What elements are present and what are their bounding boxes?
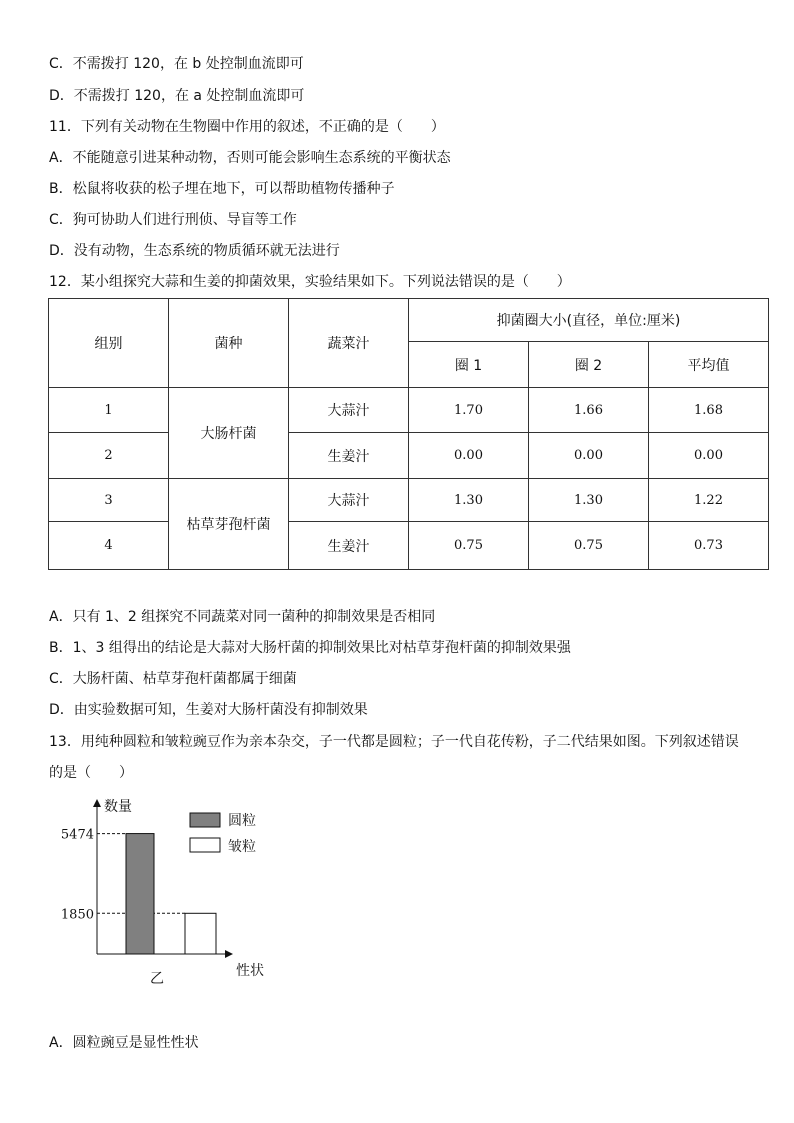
legend-swatch-wrinkled xyxy=(190,838,220,852)
table-row xyxy=(49,388,769,433)
q13-option-a: A．圆粒豌豆是显性性状 xyxy=(49,1035,199,1051)
bar-wrinkled xyxy=(185,913,216,954)
cell-group: 4 xyxy=(49,522,169,570)
q13-stem-line-1: 13．用纯种圆粒和皱粒豌豆作为亲本杂交，子一代都是圆粒；子一代自花传粉，子二代结果如图。下列叙述错误 xyxy=(49,734,739,750)
cell-circle-1: 0.00 xyxy=(409,433,529,479)
cell-juice: 大蒜汁 xyxy=(289,388,409,433)
header-strain: 菌种 xyxy=(169,299,289,388)
header-circle-1: 圈 1 xyxy=(409,342,529,388)
header-group: 组别 xyxy=(49,299,169,388)
legend-swatch-round xyxy=(190,813,220,827)
y-axis-label: 数量 xyxy=(104,799,132,815)
q11-option-d: D．没有动物，生态系统的物质循环就无法进行 xyxy=(49,243,340,259)
cell-average: 1.68 xyxy=(649,388,769,433)
tick-label-wrinkled: 1850 xyxy=(60,907,94,923)
cell-average: 0.00 xyxy=(649,433,769,479)
cell-group: 2 xyxy=(49,433,169,479)
x-axis-label: 性状 xyxy=(236,963,264,979)
cell-group: 1 xyxy=(49,388,169,433)
cell-average: 1.22 xyxy=(649,479,769,522)
bar-round xyxy=(126,834,154,954)
q11-stem: 11．下列有关动物在生物圈中作用的叙述，不正确的是（ ） xyxy=(49,119,445,135)
header-circle-2: 圈 2 xyxy=(529,342,649,388)
pea-seed-chart xyxy=(50,790,280,995)
q12-option-c: C．大肠杆菌、枯草芽孢杆菌都属于细菌 xyxy=(49,671,297,687)
q13-stem-line-2: 的是（ ） xyxy=(49,765,133,781)
cell-average: 0.73 xyxy=(649,522,769,570)
cell-circle-2: 1.30 xyxy=(529,479,649,522)
cell-circle-2: 0.00 xyxy=(529,433,649,479)
results-table xyxy=(48,298,769,570)
q11-option-c: C．狗可协助人们进行刑侦、导盲等工作 xyxy=(49,212,297,228)
cell-circle-2: 1.66 xyxy=(529,388,649,433)
cell-circle-1: 0.75 xyxy=(409,522,529,570)
q12-option-b: B．1、3 组得出的结论是大蒜对大肠杆菌的抑制效果比对枯草芽孢杆菌的抑制效果强 xyxy=(49,640,571,656)
q12-stem: 12．某小组探究大蒜和生姜的抑菌效果，实验结果如下。下列说法错误的是（ ） xyxy=(49,274,571,290)
header-zone: 抑菌圈大小(直径，单位:厘米) xyxy=(409,299,769,342)
q12-option-d: D．由实验数据可知，生姜对大肠杆菌没有抑制效果 xyxy=(49,702,368,718)
cell-strain: 枯草芽孢杆菌 xyxy=(169,479,289,570)
table-row xyxy=(49,433,769,479)
q11-option-b: B．松鼠将收获的松子埋在地下，可以帮助植物传播种子 xyxy=(49,181,395,197)
cell-circle-2: 0.75 xyxy=(529,522,649,570)
cell-group: 3 xyxy=(49,479,169,522)
q10-option-d: D．不需拨打 120，在 a 处控制血流即可 xyxy=(49,88,305,104)
cell-strain: 大肠杆菌 xyxy=(169,388,289,479)
cell-circle-1: 1.30 xyxy=(409,479,529,522)
cell-juice: 生姜汁 xyxy=(289,522,409,570)
legend-label-round: 圆粒 xyxy=(228,813,256,829)
category-label: 乙 xyxy=(150,971,164,987)
legend-label-wrinkled: 皱粒 xyxy=(228,839,256,855)
q12-option-a: A．只有 1、2 组探究不同蔬菜对同一菌种的抑制效果是否相同 xyxy=(49,609,436,625)
q10-option-c: C．不需拨打 120，在 b 处控制血流即可 xyxy=(49,56,304,72)
table-row xyxy=(49,522,769,570)
cell-juice: 生姜汁 xyxy=(289,433,409,479)
tick-label-round: 5474 xyxy=(60,827,94,843)
cell-circle-1: 1.70 xyxy=(409,388,529,433)
header-average: 平均值 xyxy=(649,342,769,388)
q11-option-a: A．不能随意引进某种动物，否则可能会影响生态系统的平衡状态 xyxy=(49,150,451,166)
header-juice: 蔬菜汁 xyxy=(289,299,409,388)
cell-juice: 大蒜汁 xyxy=(289,479,409,522)
table-row xyxy=(49,479,769,522)
